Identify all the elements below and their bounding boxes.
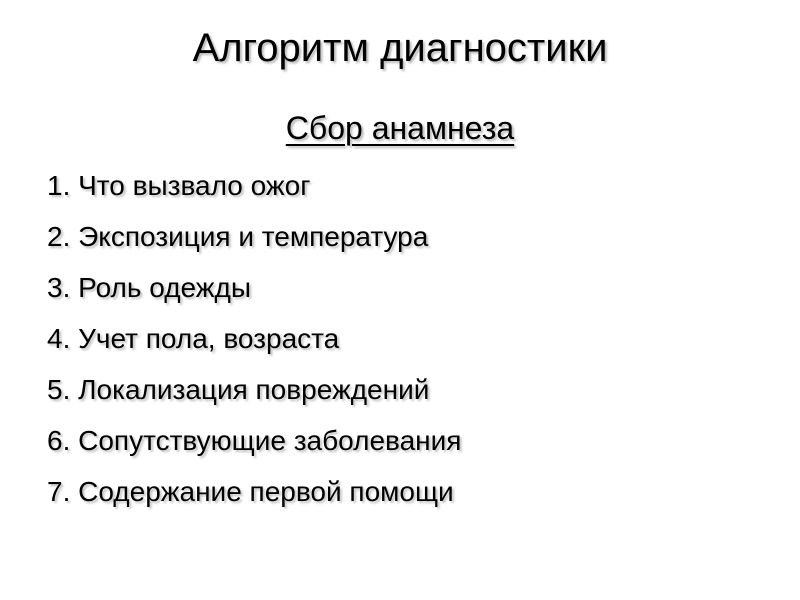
list-item: 1. Что вызвало ожог <box>47 170 311 201</box>
slide-subtitle: Сбор анамнеза <box>285 110 515 146</box>
list-item: 6. Сопутствующие заболевания <box>47 425 462 456</box>
slide-title: Алгоритм диагностики <box>192 26 608 70</box>
list-item: 3. Роль одежды <box>47 272 251 303</box>
anamnesis-list <box>47 160 461 517</box>
list-item: 7. Содержание первой помощи <box>47 476 454 507</box>
list-item: 5. Локализация повреждений <box>47 374 430 405</box>
list-item: 4. Учет пола, возраста <box>47 323 340 354</box>
list-item: 2. Экспозиция и температура <box>47 221 429 252</box>
